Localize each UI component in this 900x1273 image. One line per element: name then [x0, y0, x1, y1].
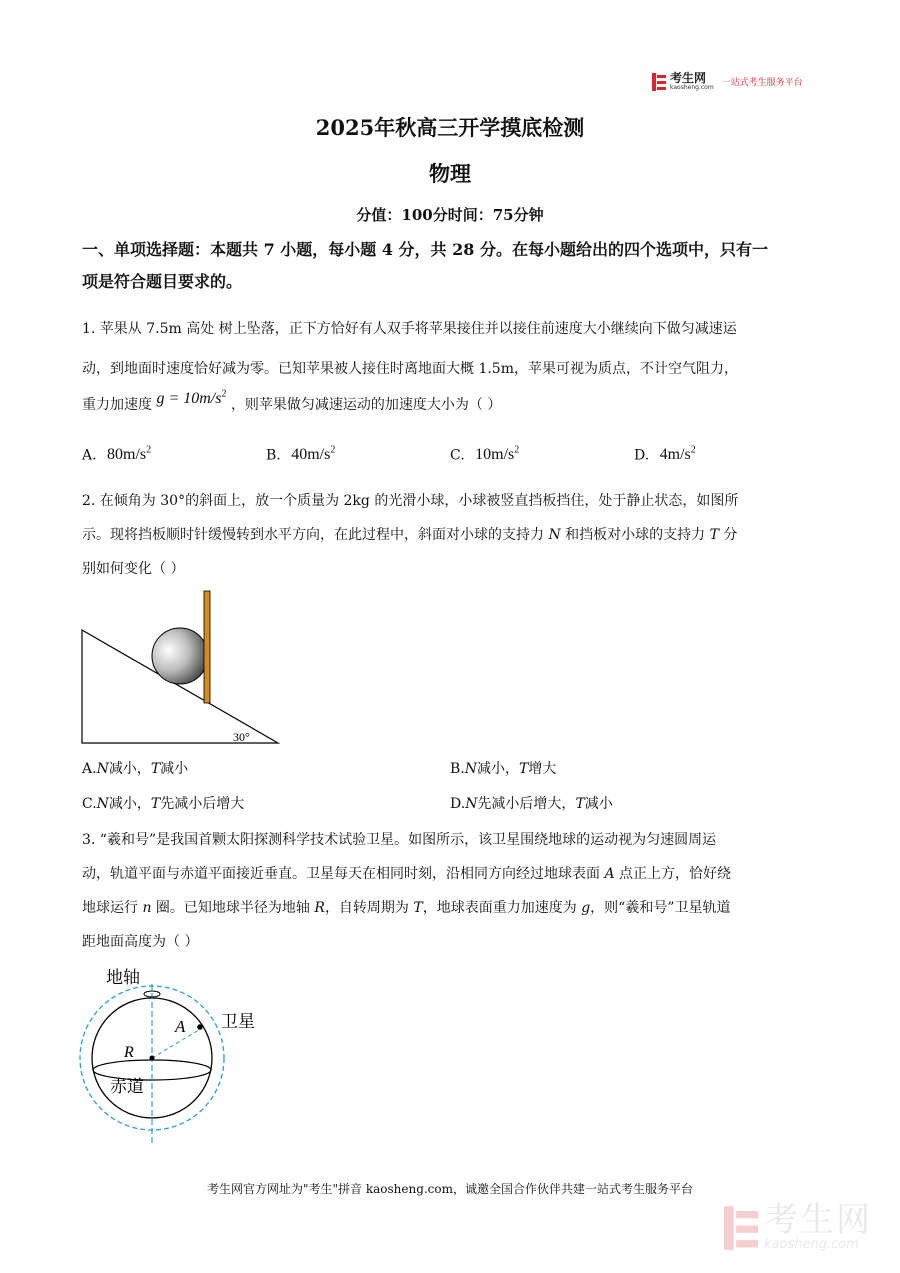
q3-line1: 3. “羲和号”是我国首颗太阳探测科学技术试验卫星。如图所示，该卫星围绕地球的运动视为匀速圆周运 — [82, 832, 717, 848]
equator-label: 赤道 — [110, 1077, 144, 1097]
logo-domain: kaosheng.com — [670, 84, 714, 91]
earth-center — [150, 1056, 155, 1061]
q2-line3: 别如何变化（ ） — [82, 561, 185, 577]
watermark-text: 考生网 — [764, 1200, 872, 1240]
baffle-board — [204, 591, 210, 703]
q1-line3-b: ，则苹果做匀减速运动的加速度大小为（ ） — [230, 397, 502, 413]
exam-title: 2025年秋高三开学摸底检测 — [315, 115, 585, 140]
q1-line3-a: 重力加速度 — [82, 397, 152, 413]
satellite-label: 卫星 — [221, 1012, 255, 1032]
watermark-logo-icon — [724, 1206, 758, 1250]
point-a-label: A — [175, 1017, 186, 1036]
kaosheng-logo-icon — [652, 73, 666, 91]
page-footer: 考生网官方网址为"考生"拼音 kaosheng.com，诚邀全国合作伙伴共建一站式考生服务平台 — [206, 1182, 694, 1196]
incline-figure — [78, 586, 288, 750]
satellite-point — [197, 1024, 203, 1030]
logo-slogan: 一站式考生服务平台 — [721, 78, 803, 88]
logo-text: 考生网 — [670, 71, 707, 85]
smooth-ball — [152, 628, 208, 684]
section-heading-line1: 一、单项选择题：本题共 7 小题，每小题 4 分，共 28 分。在每小题给出的四个选项中，只有一 — [82, 240, 768, 259]
q1-option-b[interactable]: B. $40m/s^2$ — [266, 445, 336, 464]
section-heading-line2: 项是符合题目要求的。 — [82, 272, 243, 291]
q2-option-b[interactable]: B.N减小，T增大 — [450, 761, 557, 777]
radius-label: R — [124, 1044, 134, 1061]
q1-option-c[interactable]: C. $10m/s^2$ — [450, 445, 520, 464]
q2-line1: 2. 在倾角为 30°的斜面上，放一个质量为 2kg 的光滑小球，小球被竖直挡板挡住，处于静止状态，如图所 — [82, 493, 739, 509]
exam-meta: 分值：100分时间：75分钟 — [356, 206, 544, 224]
angle-label: 30° — [233, 730, 250, 744]
q3-line2: 动，轨道平面与赤道平面接近垂直。卫星每天在相同时刻，沿相同方向经过地球表面 A 点正上方，恰好绕 — [82, 866, 732, 882]
q1-line1: 1. 苹果从 7.5m 高处 树上坠落，正下方恰好有人双手将苹果接住并以接住前速度大小继续向下做匀减速运 — [82, 321, 737, 337]
q1-line2: 动，到地面时速度恰好减为零。已知苹果被人接住时离地面大概 1.5m，苹果可视为质点，不计空气阻力， — [82, 361, 738, 377]
brand-logo — [652, 72, 803, 91]
watermark-domain: kaosheng.com — [764, 1237, 859, 1252]
section-heading — [82, 234, 822, 298]
q1-option-d[interactable]: D. $4m/s^2$ — [634, 445, 696, 464]
question-1 — [82, 312, 822, 386]
question-3 — [82, 823, 822, 959]
q2-option-d[interactable]: D.N先减小后增大，T减小 — [450, 796, 613, 812]
q2-option-a[interactable]: A.N减小，T减小 — [82, 761, 189, 777]
q3-line3: 地球运行 n 圈。已知地球半径为地轴 R，自转周期为 T，地球表面重力加速度为 g，则“羲和号”卫星轨道 — [82, 900, 731, 916]
q3-line4: 距地面高度为（ ） — [82, 934, 199, 950]
watermark — [724, 1200, 872, 1252]
gravity-formula: $g = 10m/s^2$ — [156, 388, 227, 407]
axis-label: 地轴 — [106, 968, 140, 988]
q1-option-a[interactable]: A. $80m/s^2$ — [82, 445, 152, 464]
earth-orbit-figure — [78, 960, 278, 1150]
q1-line3 — [82, 388, 502, 414]
subject-title: 物理 — [429, 161, 471, 186]
q2-line2: 示。现将挡板顺时针缓慢转到水平方向，在此过程中，斜面对小球的支持力 N 和挡板对小球的支持力 T 分 — [82, 527, 738, 543]
question-2 — [82, 484, 822, 586]
q2-option-c[interactable]: C.N减小，T先减小后增大 — [82, 796, 245, 812]
